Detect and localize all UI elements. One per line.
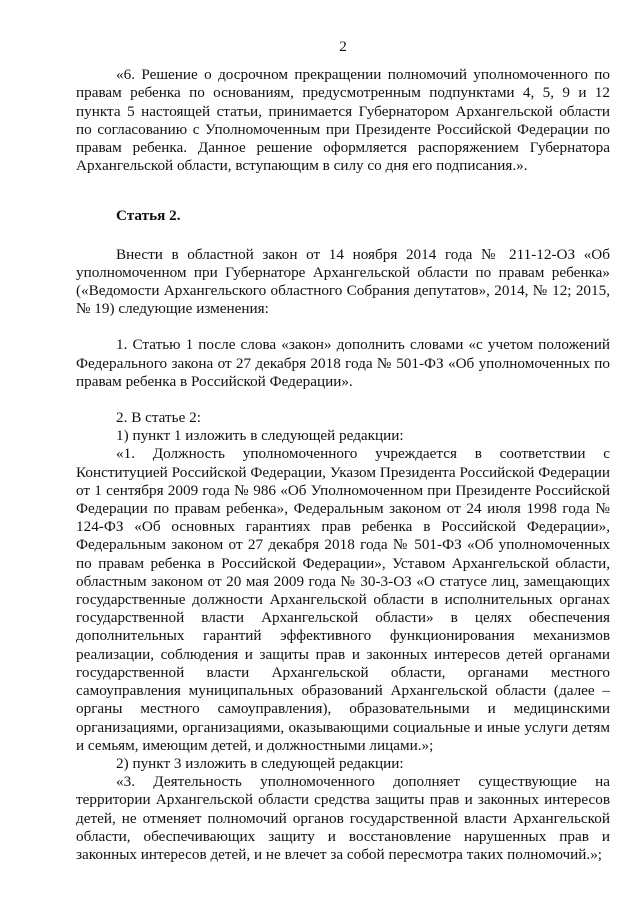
paragraph-article1-item6: «6. Решение о досрочном прекращении полномочий уполномоченного по правам ребенка по основаниям, предусмотренным подпунктами 4, 5, 9 и 12 пункта 5 настоящей статьи, принимается Губернатором Архангельской области по согласованию с Уполномоченным при Президенте Российской Федерации по правам ребенка. Данное решение оформляется распоряжением Губернатора Архангельской области, вступающим в силу со дня его подписания.». <box>76 66 610 175</box>
paragraph-subitem-1: 1) пункт 1 изложить в следующей редакции: <box>116 427 404 445</box>
paragraph-point-3-text: «3. Деятельность уполномоченного дополняет существующие на территории Архангельской области средства защиты прав и законных интересов детей, не отменяет полномочий органов государственной власти Архангельской области, обеспечивающих защиту и восстановление нарушенных прав и законных интересов детей, и не влечет за собой пересмотра таких полномочий.»; <box>76 773 610 863</box>
paragraph-amendment-2: 2. В статье 2: <box>116 409 201 427</box>
paragraph-amendment-intro: Внести в областной закон от 14 ноября 2014 года № 211-12-ОЗ «Об уполномоченном при Губернаторе Архангельской области по правам ребенка» («Ведомости Архангельского областного Собрания депутатов», 2014, № 12; 2015, № 19) следующие изменения: <box>76 245 610 318</box>
document-page <box>76 38 610 864</box>
paragraph-point-1-text: «1. Должность уполномоченного учреждается в соответствии с Конституцией Российской Федерации, Указом Президента Российской Федерации от 1 сентября 2009 года № 986 «Об Уполномоченном при Президенте Российской Федерации по правам ребенка», Федеральным законом от 24 июля 1998 года № 124-ФЗ «Об основных гарантиях прав ребенка в Российской Федерации», Федеральным законом от 27 декабря 2018 года № 501-ФЗ «Об уполномоченных по правам ребенка в Российской Федерации», Уставом Архангельской области, областным законом от 20 мая 2009 года № 30-3-ОЗ «О статусе лиц, замещающих государственные должности Архангельской области в исполнительных органах государственной власти Архангельской области» в целях обеспечения дополнительных гарантий эффективного функционирования механизмов реализации, соблюдения и защиты прав и законных интересов детей органами государственной власти Архангельской области, органами местного самоуправления муниципальных образований Архангельской области (далее – органы местного самоуправления), образовательными и медицинскими организациями, организациями, оказывающими социальные и иные услуги детям и семьям, имеющим детей, и должностными лицами.»; <box>76 445 610 754</box>
paragraph-subitem-2: 2) пункт 3 изложить в следующей редакции: <box>116 754 404 772</box>
paragraph-amendment-1: 1. Статью 1 после слова «закон» дополнить словами «с учетом положений Федерального закона от 27 декабря 2018 года № 501-ФЗ «Об уполномоченных по правам ребенка в Российской Федерации». <box>76 336 610 390</box>
page-number: 2 <box>339 38 347 55</box>
article-2-heading: Статья 2. <box>116 207 181 225</box>
